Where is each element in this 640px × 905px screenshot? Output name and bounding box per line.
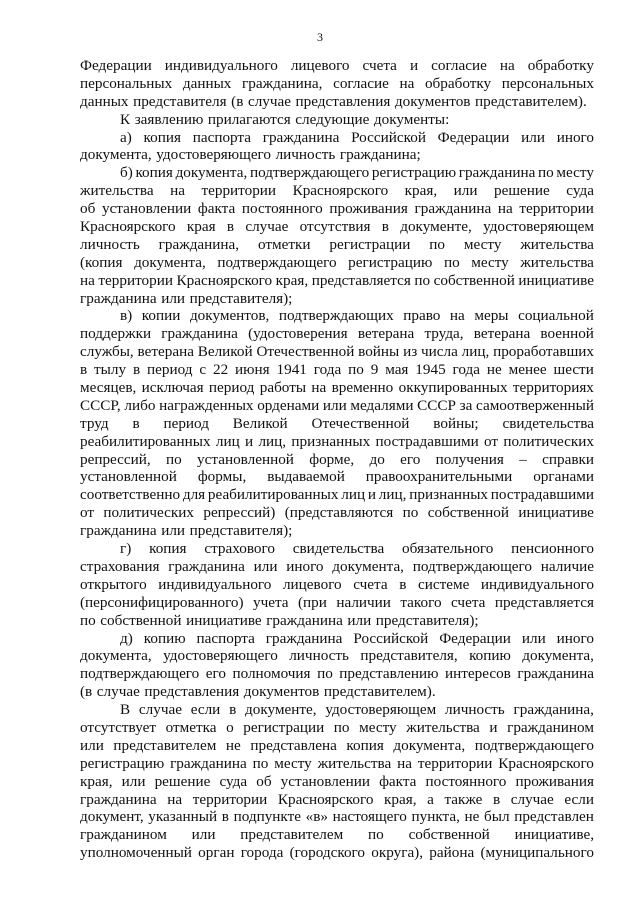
text-line: подтверждающего его полномочия по представлению интересов гражданина — [80, 665, 594, 683]
text-line: гражданина на территории Красноярского края, а также в случае если — [80, 790, 594, 808]
text-line: а) копия паспорта гражданина Российской Федерации или иного — [120, 128, 594, 146]
page-number: 3 — [317, 30, 323, 44]
text-line: личность гражданина, отметки регистрации по месту жительства — [80, 235, 594, 253]
text-line: месяцев, исключая период работы на временно оккупированных территориях — [80, 379, 594, 397]
text-line: гражданином или представителем по собственной инициативе, — [80, 826, 594, 844]
text-line: документ, указанный в подпункте «в» настоящего пункта, не был представлен — [80, 808, 594, 826]
text-line: документа, удостоверяющего личность гражданина; — [80, 146, 421, 164]
text-line: В случае если в документе, удостоверяющем личность гражданина, — [120, 701, 594, 719]
text-line: открытого индивидуального лицевого счета в системе индивидуального — [80, 575, 594, 593]
text-line: (копия документа, подтверждающего регистрацию по месту жительства — [80, 253, 594, 271]
text-line: установленной формы, выдаваемой правоохранительными органами — [80, 468, 594, 486]
text-line: гражданина или представителя); — [80, 522, 293, 540]
text-line: СССР, либо награжденных орденами или медалями СССР за самоотверженный — [80, 396, 594, 414]
text-line: (персонифицированного) учета (при наличии такого счета представляется — [80, 593, 594, 611]
text-line: данных представителя (в случае представления документов представителем). — [80, 92, 587, 110]
text-line: персональных данных гражданина, согласие на обработку персональных — [80, 74, 594, 92]
text-line: страхования гражданина или иного документа, подтверждающего наличие — [80, 557, 594, 575]
text-line: (в случае представления документов представителем). — [80, 683, 436, 701]
text-line: по собственной инициативе гражданина или представителя); — [80, 611, 479, 629]
text-line: соответственно для реабилитированных лиц и лиц, признанных пострадавшими — [80, 486, 594, 504]
text-line: гражданина или представителя); — [80, 289, 293, 307]
text-line: Федерации индивидуального лицевого счета и согласие на обработку — [80, 57, 594, 74]
text-line: документа, удостоверяющего личность представителя, копию документа, — [80, 647, 594, 665]
text-line: от политических репрессий) (представляются по собственной инициативе — [80, 504, 594, 522]
text-line: д) копию паспорта гражданина Российской Федерации или иного — [120, 629, 594, 647]
text-line: г) копия страхового свидетельства обязательного пенсионного — [120, 540, 594, 558]
text-line: К заявлению прилагаются следующие документы: — [120, 110, 450, 128]
text-line: репрессий, по установленной форме, до его получения – справки — [80, 450, 594, 468]
text-line: службы, ветерана Великой Отечественной войны из числа лиц, проработавших — [80, 343, 594, 361]
text-line: на территории Красноярского края, представляется по собственной инициативе — [80, 271, 594, 289]
text-line: труд в период Великой Отечественной войны; свидетельства — [80, 414, 594, 432]
text-line: в) копии документов, подтверждающих право на меры социальной — [120, 307, 594, 325]
text-line: регистрацию гражданина по месту жительства на территории Красноярского — [80, 754, 594, 772]
text-line: б) копия документа, подтверждающего регистрацию гражданина по месту — [120, 164, 594, 182]
document-body — [80, 57, 594, 862]
text-line: в тылу в период с 22 июня 1941 года по 9 мая 1945 года не менее шести — [80, 361, 594, 379]
text-line: поддержки гражданина (удостоверения ветерана труда, ветерана военной — [80, 325, 594, 343]
text-line: Красноярского края в случае отсутствия в документе, удостоверяющем — [80, 218, 594, 236]
text-line: края, или решение суда об установлении факта постоянного проживания — [80, 772, 594, 790]
text-line: реабилитированных лиц и лиц, признанных пострадавшими от политических — [80, 432, 594, 450]
text-line: отсутствует отметка о регистрации по месту жительства и гражданином — [80, 718, 594, 736]
text-line: или представителем не представлена копия документа, подтверждающего — [80, 736, 594, 754]
text-line: об установлении факта постоянного проживания гражданина на территории — [80, 200, 594, 218]
text-line: уполномоченный орган города (городского округа), района (муниципального — [80, 844, 594, 862]
text-line: жительства на территории Красноярского края, или решение суда — [80, 182, 594, 200]
